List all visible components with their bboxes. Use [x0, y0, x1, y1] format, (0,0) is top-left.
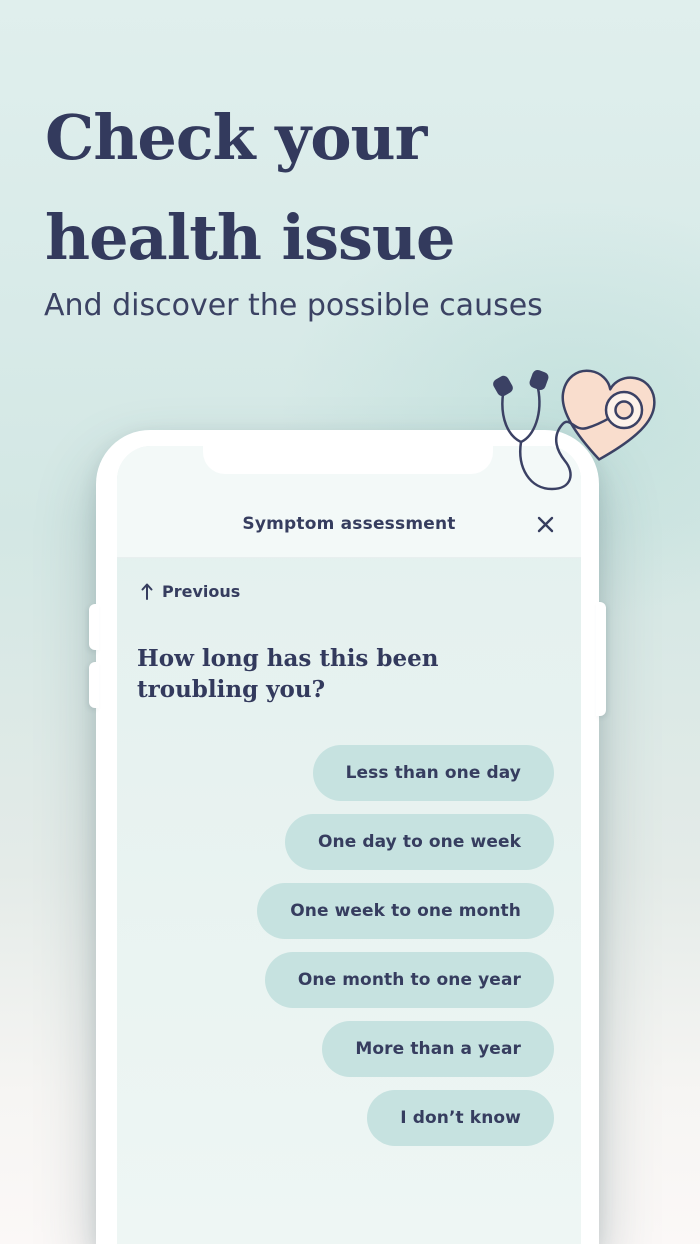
answer-option[interactable]: One day to one week [285, 814, 554, 870]
answer-option[interactable]: One month to one year [265, 952, 554, 1008]
answer-option[interactable]: I don’t know [367, 1090, 554, 1146]
answer-option[interactable]: Less than one day [313, 745, 554, 801]
heart-icon [554, 367, 658, 466]
close-button[interactable] [525, 504, 565, 544]
answer-list [117, 745, 581, 1146]
page-title-line1: Check your [45, 101, 427, 174]
phone-notch [203, 430, 493, 474]
answer-option[interactable]: One week to one month [257, 883, 554, 939]
phone-mockup [96, 430, 599, 1244]
volume-down-button [89, 662, 99, 708]
previous-label: Previous [162, 582, 241, 601]
page-title-line2: health issue [45, 201, 455, 274]
page-title [45, 88, 454, 288]
close-icon [537, 516, 554, 533]
phone-screen [117, 446, 581, 1244]
previous-button[interactable] [141, 582, 240, 601]
stethoscope-heart-illustration [472, 356, 686, 508]
question-text: How long has this been troubling you? [137, 645, 439, 703]
app-header-title: Symptom assessment [242, 514, 456, 534]
assessment-body [117, 558, 581, 1146]
page-subtitle: And discover the possible causes [44, 288, 543, 323]
up-arrow-icon [141, 582, 153, 601]
answer-option[interactable]: More than a year [322, 1021, 554, 1077]
power-button [596, 602, 606, 716]
volume-up-button [89, 604, 99, 650]
